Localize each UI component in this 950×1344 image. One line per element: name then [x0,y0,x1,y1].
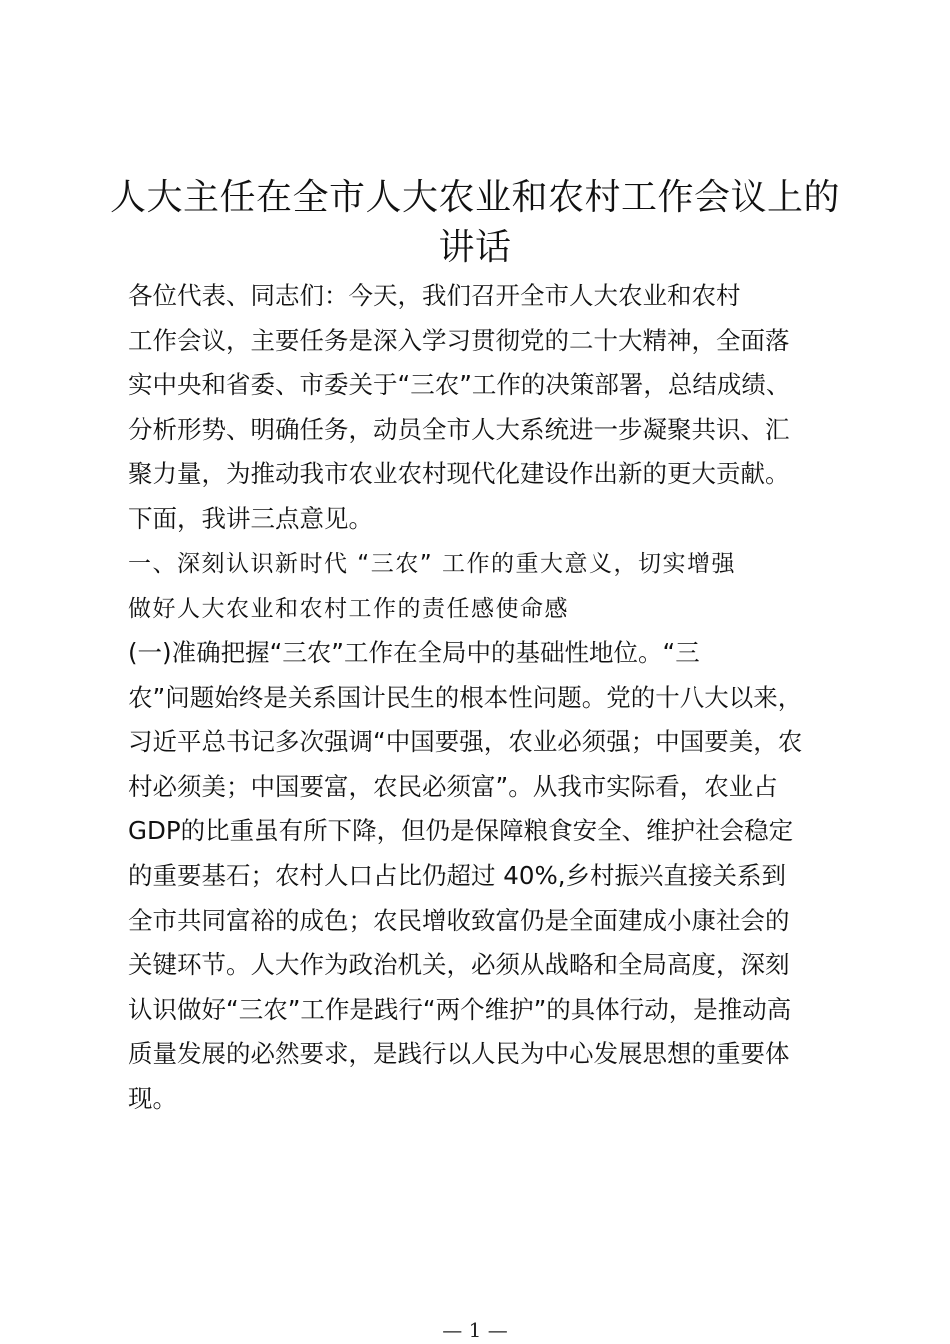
document-title-line-1: 人大主任在全市人大农业和农村工作会议上的 [109,177,840,218]
subsection-paragraph-1: (一)准确把握“三农”工作在全局中的基础性地位。“三 农”问题始终是关系国计民生的根本性问题。党的十八大以来， 习近平总书记多次强调“中国要强，农业必须强；中国要美，农 村必须美；中国要富，农民必须富”。从我市实际看，农业占 GDP的比重虽有所下降，但仍是保障粮食安全、维护社会稳定 的重要基石；农村人口占比仍超过 40%,乡村振兴直接关系到 全市共同富裕的成色；农民增收致富仍是全面建成小康社会的 关键环节。人大作为政治机关，必须从战略和全局高度，深刻 认识做好“三农”工作是践行“两个维护”的具体行动，是推动高 质量发展的必然要求，是践行以人民为中心发展思想的重要体 现。 [128,638,803,1113]
document-title-line-2: 讲话 [438,227,512,268]
section-heading-1: 一、深刻认识新时代 “三农” 工作的重大意义，切实增强 做好人大农业和农村工作的责任感使命感 [128,551,736,622]
opening-paragraph: 各位代表、同志们：今天，我们召开全市人大农业和农村 工作会议，主要任务是深入学习贯彻党的二十大精神，全面落 实中央和省委、市委关于“三农”工作的决策部署，总结成绩、 分析形势、明确任务，动员全市人大系统进一步凝聚共识、汇 聚力量，为推动我市农业农村现代化建设作出新的更大贡献。 下面，我讲三点意见。 [128,281,791,533]
page-number: — 1 — [442,1318,508,1342]
